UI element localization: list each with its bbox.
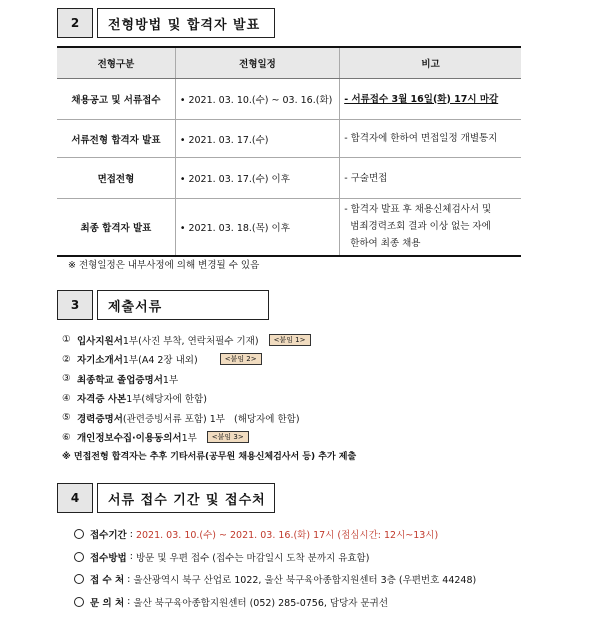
note-cell [340,79,521,120]
doc-name: 개인정보수집·이용동의서 [77,433,182,445]
list-item [62,408,562,428]
list-item [62,369,562,389]
table-row [57,158,521,199]
table-header-row [57,47,521,79]
date-text: • 2021. 03. 10.(수) ~ 03. 16.(화) [180,95,333,106]
note-line: 범죄경력조회 결과 이상 없는 자에 [350,221,491,233]
note-cell [340,120,521,158]
attachment-tag: <붙임 2> [220,353,262,365]
section-3-header [57,290,269,320]
document-list [62,330,562,462]
table-row [57,120,521,158]
doc-detail: 1부 [162,374,179,386]
section-title: 제출서류 [97,290,269,320]
info-label: 접 수 처 [90,575,125,587]
info-label: 접수방법 [90,552,127,564]
doc-name: 자기소개서 [77,355,123,367]
attachment-tag: <붙임 3> [207,431,249,443]
date-cell [175,120,339,158]
info-value: 방문 및 우편 접수 (접수는 마감일시 도착 분까지 유효함) [135,552,370,564]
list-item: 문 의 처 : 울산 북구육아종합지원센터 (052) 285-0756, 담당자 문귀선 [74,591,476,614]
info-label: 접수기간 [90,530,127,542]
item-marker: ③ [62,373,71,385]
list-item [62,330,562,350]
list-item: 접수방법 : 방문 및 우편 접수 (접수는 마감일시 도착 분까지 유효함) [74,546,476,569]
header-stage: 전형구분 [57,47,175,79]
doc-detail: 1부(A4 2장 내외) [122,355,198,367]
doc-detail: 1부 [181,433,197,445]
item-marker: ② [62,353,71,365]
doc-name: 최종학교 졸업증명서 [77,374,163,386]
note-cell [340,158,521,199]
date-text: • 2021. 03. 17.(수) [180,135,269,146]
stage-cell: 최종 합격자 발표 [57,199,175,256]
list-item [62,350,562,370]
circle-bullet-icon [74,574,84,584]
circle-bullet-icon [74,529,84,539]
section-number: 2 [57,8,93,38]
date-cell [175,158,339,199]
header-note: 비고 [340,47,521,79]
note-text: - 합격자에 한하여 면접일정 개별통지 [344,133,498,144]
item-marker: ⑤ [62,412,71,424]
item-marker: ④ [62,392,71,404]
date-text: • 2021. 03. 18.(목) 이후 [180,223,290,234]
schedule-table [57,46,521,257]
list-item [62,389,562,409]
date-cell [175,199,339,256]
doc-name: 경력증명서 [77,413,123,425]
doc-detail: 1부(사진 부착, 연락처필수 기재) [122,335,259,347]
doc-name: 입사지원서 [77,335,123,347]
list-item: 접수기간 : 2021. 03. 10.(수) ~ 2021. 03. 16.(화) 17시 (점심시간: 12시~13시) [74,523,476,546]
note-cell [340,199,521,256]
circle-bullet-icon [74,597,84,607]
note-line: 한하여 최종 채용 [350,238,421,250]
section-number: 3 [57,290,93,320]
item-marker: ① [62,334,71,346]
date-cell [175,79,339,120]
section-number: 4 [57,483,93,513]
section-title: 전형방법 및 합격자 발표 [97,8,275,38]
info-value: 울산 북구육아종합지원센터 (052) 285-0756, 담당자 문귀선 [133,597,388,609]
stage-cell: 채용공고 및 서류접수 [57,79,175,120]
schedule-footnote: ※ 전형일정은 내부사정에 의해 변경될 수 있음 [68,260,260,271]
date-text: • 2021. 03. 17.(수) 이후 [180,174,290,185]
table-row [57,79,521,120]
table-row [57,199,521,256]
header-date: 전형일정 [175,47,339,79]
section-4-header [57,483,275,513]
info-label: 문 의 처 [90,597,125,609]
stage-cell: 서류전형 합격자 발표 [57,120,175,158]
submission-info [74,523,476,613]
section-title: 서류 접수 기간 및 접수처 [97,483,275,513]
note-line: - 합격자 발표 후 채용신체검사서 및 [344,204,492,216]
doc-detail: (관련증빙서류 포함) 1부 (해당자에 한함) [122,413,300,425]
list-item: 접 수 처 : 울산광역시 북구 산업로 1022, 울산 북구육아종합지원센터 3층 (우편번호 44248) [74,568,476,591]
note-text: - 서류접수 3월 16일(화) 17시 마감 [344,93,499,105]
note-text: - 구술면접 [344,172,388,184]
circle-bullet-icon [74,552,84,562]
section-2-header [57,8,275,38]
info-value: 2021. 03. 10.(수) ~ 2021. 03. 16.(화) 17시 (점심시간: 12시~13시) [135,530,439,542]
info-value: 울산광역시 북구 산업로 1022, 울산 북구육아종합지원센터 3층 (우편번호 44248) [133,575,477,587]
attachment-tag: <붙임 1> [269,334,311,346]
stage-cell: 면접전형 [57,158,175,199]
item-marker: ⑥ [62,431,71,443]
list-item [62,428,562,448]
doc-detail: 1부(해당자에 한함) [126,394,207,406]
documents-note: ※ 면접전형 합격자는 추후 기타서류(공무원 채용신체검사서 등) 추가 제출 [62,452,357,462]
doc-name: 자격증 사본 [77,394,127,406]
